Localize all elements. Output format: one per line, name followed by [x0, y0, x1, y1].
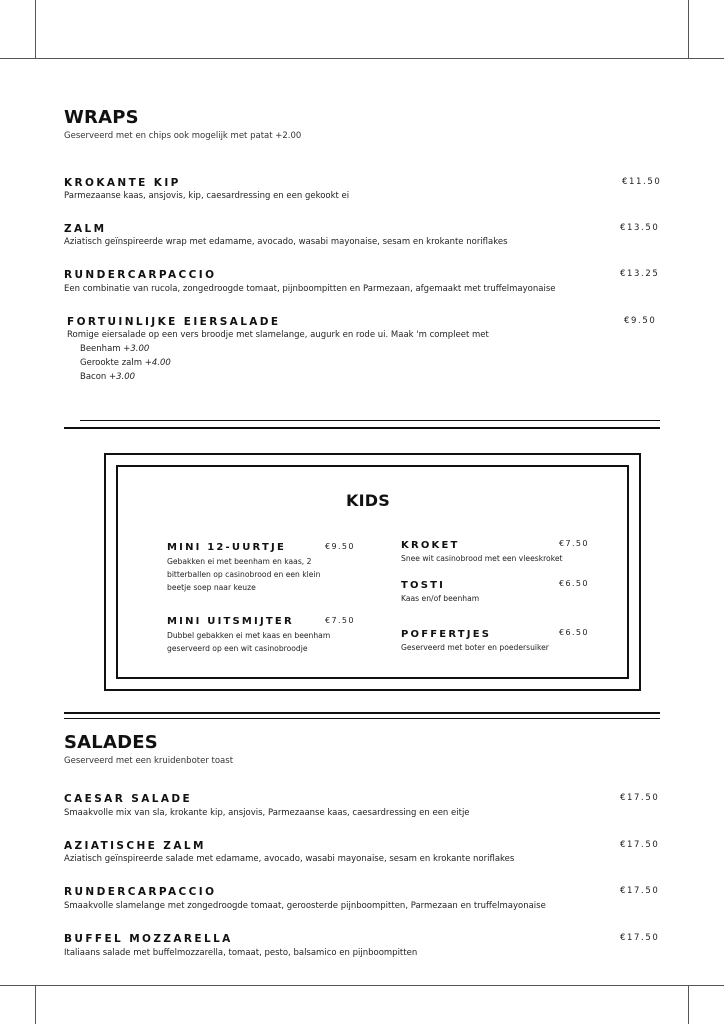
kids-item-desc: bitterballen op casinobrood en een klein: [167, 570, 321, 579]
kids-item-name: MINI 12-UURTJE: [167, 542, 286, 553]
kids-item-desc: Geserveerd met boter en poedersuiker: [401, 643, 549, 652]
item-name: BUFFEL MOZZARELLA: [64, 933, 233, 945]
item-desc: Smaakvolle mix van sla, krokante kip, ansjovis, Parmezaanse kaas, caesardressing en een eitje: [64, 808, 470, 818]
salades-subtitle: Geserveerd met een kruidenboter toast: [64, 756, 234, 766]
item-desc: Parmezaanse kaas, ansjovis, kip, caesardressing en een gekookt ei: [64, 191, 350, 201]
addon-beenham: [80, 344, 149, 354]
item-price: €9.50: [624, 316, 657, 326]
item-price: €17.50: [620, 840, 660, 850]
item-name: FORTUINLIJKE EIERSALADE: [67, 316, 281, 328]
wraps-title: WRAPS: [64, 107, 139, 128]
item-desc: Smaakvolle slamelange met zongedroogde tomaat, geroosterde pijnboompitten, Parmezaan en truffelmayonaise: [64, 901, 546, 911]
kids-item-name: KROKET: [401, 540, 460, 551]
kids-title: KIDS: [346, 491, 390, 510]
crop-mark-left-top: [35, 0, 36, 58]
addon-bacon: [80, 372, 135, 382]
kids-item-desc: geserveerd op een wit casinobroodje: [167, 644, 308, 653]
crop-mark-right-bottom: [688, 985, 689, 1024]
crop-mark-right-top: [688, 0, 689, 58]
item-name: KROKANTE KIP: [64, 177, 181, 189]
item-desc: Romige eiersalade op een vers broodje met slamelange, augurk en rode ui. Maak 'm compleet met: [67, 330, 489, 340]
addon-gerookte-zalm: [80, 358, 171, 368]
kids-item-desc: beetje soep naar keuze: [167, 583, 256, 592]
addon-price: +4.00: [144, 358, 171, 368]
item-name: ZALM: [64, 223, 107, 235]
item-name: AZIATISCHE ZALM: [64, 840, 206, 852]
kids-item-name: TOSTI: [401, 580, 446, 591]
item-price: €13.50: [620, 223, 660, 233]
addon-label: Beenham: [80, 344, 121, 354]
divider-top-line: [64, 712, 660, 714]
item-name: CAESAR SALADE: [64, 793, 193, 805]
kids-item-desc: Snee wit casinobrood met een vleeskroket: [401, 554, 563, 563]
kids-item-name: MINI UITSMIJTER: [167, 616, 294, 627]
kids-item-desc: Gebakken ei met beenham en kaas, 2: [167, 557, 312, 566]
item-desc: Een combinatie van rucola, zongedroogde tomaat, pijnboompitten en Parmezaan, afgemaakt met truffelmayonaise: [64, 284, 556, 294]
crop-mark-left-bottom: [35, 985, 36, 1024]
kids-item-price: €7.50: [559, 539, 589, 548]
kids-item-desc: Kaas en/of beenham: [401, 594, 480, 603]
item-name: RUNDERCARPACCIO: [64, 269, 217, 281]
item-desc: Aziatisch geïnspireerde wrap met edamame, avocado, wasabi mayonaise, sesam en krokante noriflakes: [64, 237, 508, 247]
addon-label: Bacon: [80, 372, 107, 382]
item-desc: Aziatisch geïnspireerde salade met edamame, avocado, wasabi mayonaise, sesam en krokante noriflakes: [64, 854, 515, 864]
divider-bottom-line: [64, 427, 660, 429]
kids-item-price: €9.50: [325, 542, 355, 551]
wraps-subtitle: Geserveerd met en chips ook mogelijk met patat +2.00: [64, 131, 302, 141]
item-price: €17.50: [620, 933, 660, 943]
item-price: €11.50: [622, 177, 662, 187]
divider-top-line: [80, 420, 660, 421]
item-price: €17.50: [620, 886, 660, 896]
addon-price: +3.00: [109, 372, 136, 382]
kids-item-desc: Dubbel gebakken ei met kaas en beenham: [167, 631, 331, 640]
kids-item-name: POFFERTJES: [401, 629, 492, 640]
divider-bottom-line: [64, 718, 660, 719]
item-price: €13.25: [620, 269, 660, 279]
crop-mark-bottom: [0, 985, 724, 986]
addon-label: Gerookte zalm: [80, 358, 143, 368]
crop-mark-top: [0, 58, 724, 59]
addon-price: +3.00: [123, 344, 150, 354]
kids-item-price: €6.50: [559, 628, 589, 637]
salades-title: SALADES: [64, 732, 158, 753]
item-name: RUNDERCARPACCIO: [64, 886, 217, 898]
kids-item-price: €6.50: [559, 579, 589, 588]
item-price: €17.50: [620, 793, 660, 803]
item-desc: Italiaans salade met buffelmozzarella, tomaat, pesto, balsamico en pijnboompitten: [64, 948, 418, 958]
kids-item-price: €7.50: [325, 616, 355, 625]
